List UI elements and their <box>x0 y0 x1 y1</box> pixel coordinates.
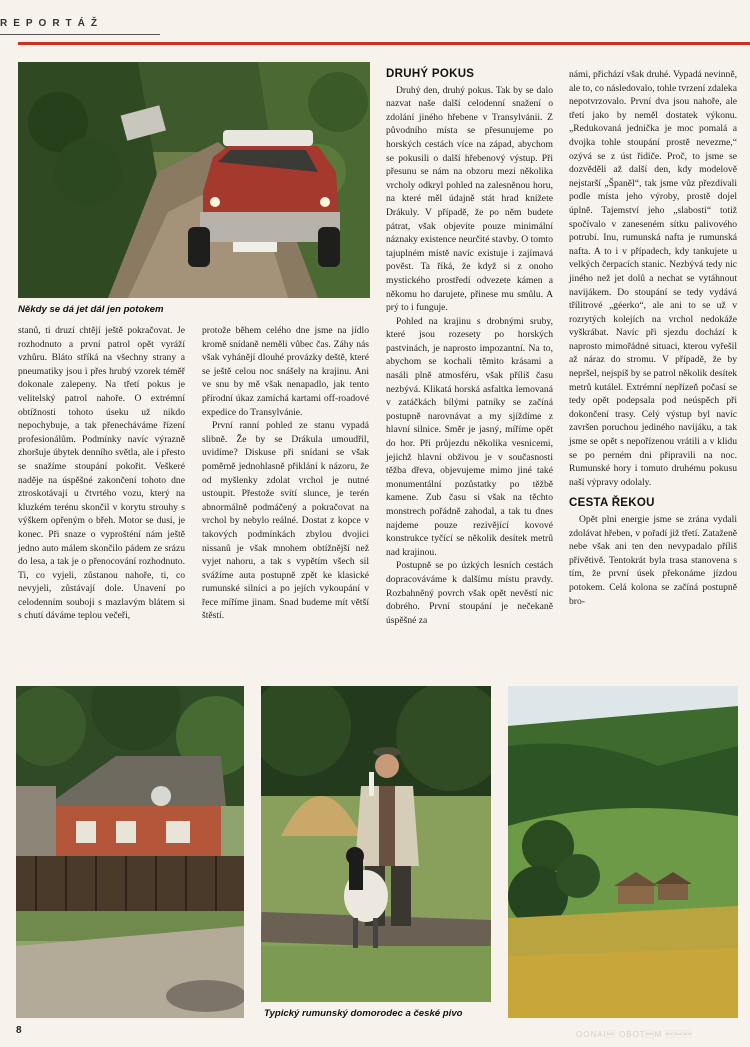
caption-top-photo: Někdy se dá jet dál jen potokem <box>18 304 164 315</box>
photo-mountain-landscape <box>508 686 738 1018</box>
paragraph: Pohled na krajinu s drobnými sruby, které jsou rozesety po horských pastvinách, je naprosto impozantní. Na to, abychom se kochali těmito krásami a nasáli plně atmosféru, však příliš času nezbývá. Klikatá horská asfaltka lemovaná v zatáčkách bílými patníky se začíná postupně narovnávat a my sjíždíme z hlavní silnice. Směr je jasný, míříme opět do hor. Při průjezdu několika vesnicemi, jejichž hlavní obživou je v současnosti těžba dřeva, objevujeme mimo jiné také monumentální pozůstatky po těžbě kamene. Zub času si však na těchto monstrech pořádně zahodal, a tak tu dnes najdeme pouze rezivějící kovové konstrukce tyčící se několik desítek metrů nad krajinou. <box>386 315 553 558</box>
paragraph: Postupně se po úzkých lesních cestách dopracováváme k dalšímu místu pravdy. Rozbahněný povrch však opět nevěstí nic dobrého. První stoupání je nečekaně úspěšné za <box>386 560 553 626</box>
header-red-rule <box>18 42 750 45</box>
heading-cesta-rekou: CESTA ŘEKOU <box>569 497 655 510</box>
column-4 <box>569 68 737 608</box>
mountain-landscape-illustration <box>508 686 738 1018</box>
heading-druhy-pokus: DRUHÝ POKUS <box>386 68 475 80</box>
column-3 <box>386 68 553 627</box>
paragraph: námi, přichází však druhé. Vypadá nevinně, ale to, co následovalo, tohle tvrzení zdaleka nepotvrzovalo. První dva jsou nahoře, ale třetí jako by neměl dostatek výkonu. „Redukovaná jednička je moc pomalá a dvojka tohle stoupání prostě nevezme,“ ozývá se z úst řidiče. Proč, to jsme se dozvěděli až další den, kdy modelově nejstarší „Španěl“, tak jsme vůz přezdívali podle místa jeho výroby, prostě dojel úplně. Tajemství jeho „slabosti“ totiž spočívalo v zaneseném sítku palivového potrubí. Inu, rumunská nafta je rumunská nafta. A to i v případech, kdy tankujete u velkých čerpacích stanic. Nezbývá tedy nic jiného než jet dolů a nechat se vytáhnout navijákem. Do stoupání se tedy vydává třílitrové „géerko“, ale ani to se už v rozrytých kolejích na vrchol nedokáže vyškrábat. Navíc při sjezdu dochází k naprosto mimořádné situaci, kterou vyřešil až náraz do stromu. V případě, že by nepršel, nejspíš by se patrol několik desítek metrů kutálel. Extrémní nepřízeň počasí se tedy opět podepsala pod neúspěch při dokončení trasy. Celý výstup byl navíc završen poruchou jediného navijáku, a tak jsme se opět s nepořízenou vrátili a v klidu se po perném dni připravili na noc. Rumunské hory i tomuto druhému pokusu naší výpravy odolaly. <box>569 69 737 488</box>
man-with-goat-illustration <box>261 686 491 1002</box>
section-header: REPORTÁŽ <box>0 18 103 29</box>
caption-bottom-photo: Typický rumunský domorodec a české pivo <box>264 1008 463 1019</box>
paragraph: První ranní pohled ze stanu vypadá slibně. Že by se Drákula umoudřil, uvidíme? Diskuse při snídani se však poměrně jednohlasně přiklání k názoru, že od myšlenky zdolat vrchol je nutné ustoupit. Přestože svítí slunce, je terén abnormálně podmáčený a pokračovat na vrchol by nebylo reálné. Dostat z kopce v takových podmínkách zbylou dvojici nissanů je však mnohem obtížnější než vyjet nahoru, a tak s vypětím všech sil svážíme auta postupně zpět ke klasické rumunské silnici a po jejích vykoupání v řece míříme jinam. Snad budeme mít větší štěstí. <box>202 420 369 622</box>
column-2 <box>202 324 369 623</box>
photo-man-with-goat <box>261 686 491 1002</box>
column-1 <box>18 324 185 623</box>
wooden-house-illustration <box>16 686 244 1018</box>
photo-car-in-stream <box>18 62 370 298</box>
footer-mirror-text: ООNAI OBOTM  <box>576 1030 693 1039</box>
paragraph: stanů, ti druzí chtějí ještě pokračovat. Je rozhodnuto a první patrol opět vyráží vzhůru. Bláto stříká na všechny strany a pneumatiky jsou i přes hrubý vzorek téměř dokonale zalepeny. Na třetí pokus je velitelský patrol nahoře. O extrémní obtížnosti tohoto úseku už nikdo nepochybuje, a tak přenecháváme řízení profesionálům. Podmínky navíc výrazně zhoršuje úbytek denního světla, ale i přesto se snažíme stoupání pokořit. Veškeré naděje na úspěšné zakončení tohoto dne ztroskotávají u čtvrtého vozu, který na kluzkém terénu skončil v korytu strouhy s výškem opřeným o břeh. Motor se dusí, je konec. Při snaze o vyprošténí nám ještě jedno auto málem skončilo pádem ze srázu do lesa, a tak je o přenocování rozhodnuto. Ti, co vyjeli, zůstanou nahoře, ti, co nevyjeli, zůstávají dole. Unavení po celodenním souboji s mazlavým blátem si s chutí dáváme teplou večeři, <box>18 325 185 622</box>
page-number: 8 <box>16 1025 22 1036</box>
header-rule <box>0 34 160 35</box>
paragraph: protože během celého dne jsme na jídlo kromě snídaně neměli vůbec čas. Záhy nás však vyhánějí dlouhé provázky deště, které se ještě celou noc snášely na krajinu. Ani ve snu by mě však nenapadlo, jak tento přírodní úkaz zamíchá kartami off-roadové expedice do Transylvánie. <box>202 325 369 418</box>
paragraph: Druhý den, druhý pokus. Tak by se dalo nazvat naše další celodenní snažení o zdolání jiného hřebene v Transylvánii. Z původního místa se přesunujeme po horských cestách více na západ, abychom se pokusili o další hřebenový výstup. Při přesunu se nám na obzoru mezi několika vrcholy odkryl pohled na zalesněnou horu, na které měl údajně stát hrad knížete Drákuly. V případě, že po něm budete pátrat, však objevíte pouze minimální náznaky existence neurčité stavby. O tomto tajuplném místě navíc existuje i zajímavá pověst. Ta říká, že když si z onoho mystického prostředí odvezete kámen a někomu ho darujete, přinese mu smůlu. A prý to i funguje. <box>386 84 553 314</box>
photo-wooden-house <box>16 686 244 1018</box>
car-in-stream-illustration <box>18 62 370 298</box>
paragraph: Opět plni energie jsme se zrána vydali zdolávat hřeben, v pořadí již třetí. Zataženě nebe však ani ten den nevypadalo příliš přívětivě. Tentokrát byla trasa stanovena s tím, že první úsek překonáme jízdou potokem. Celá kolona se začíná postupně bro- <box>569 514 737 607</box>
